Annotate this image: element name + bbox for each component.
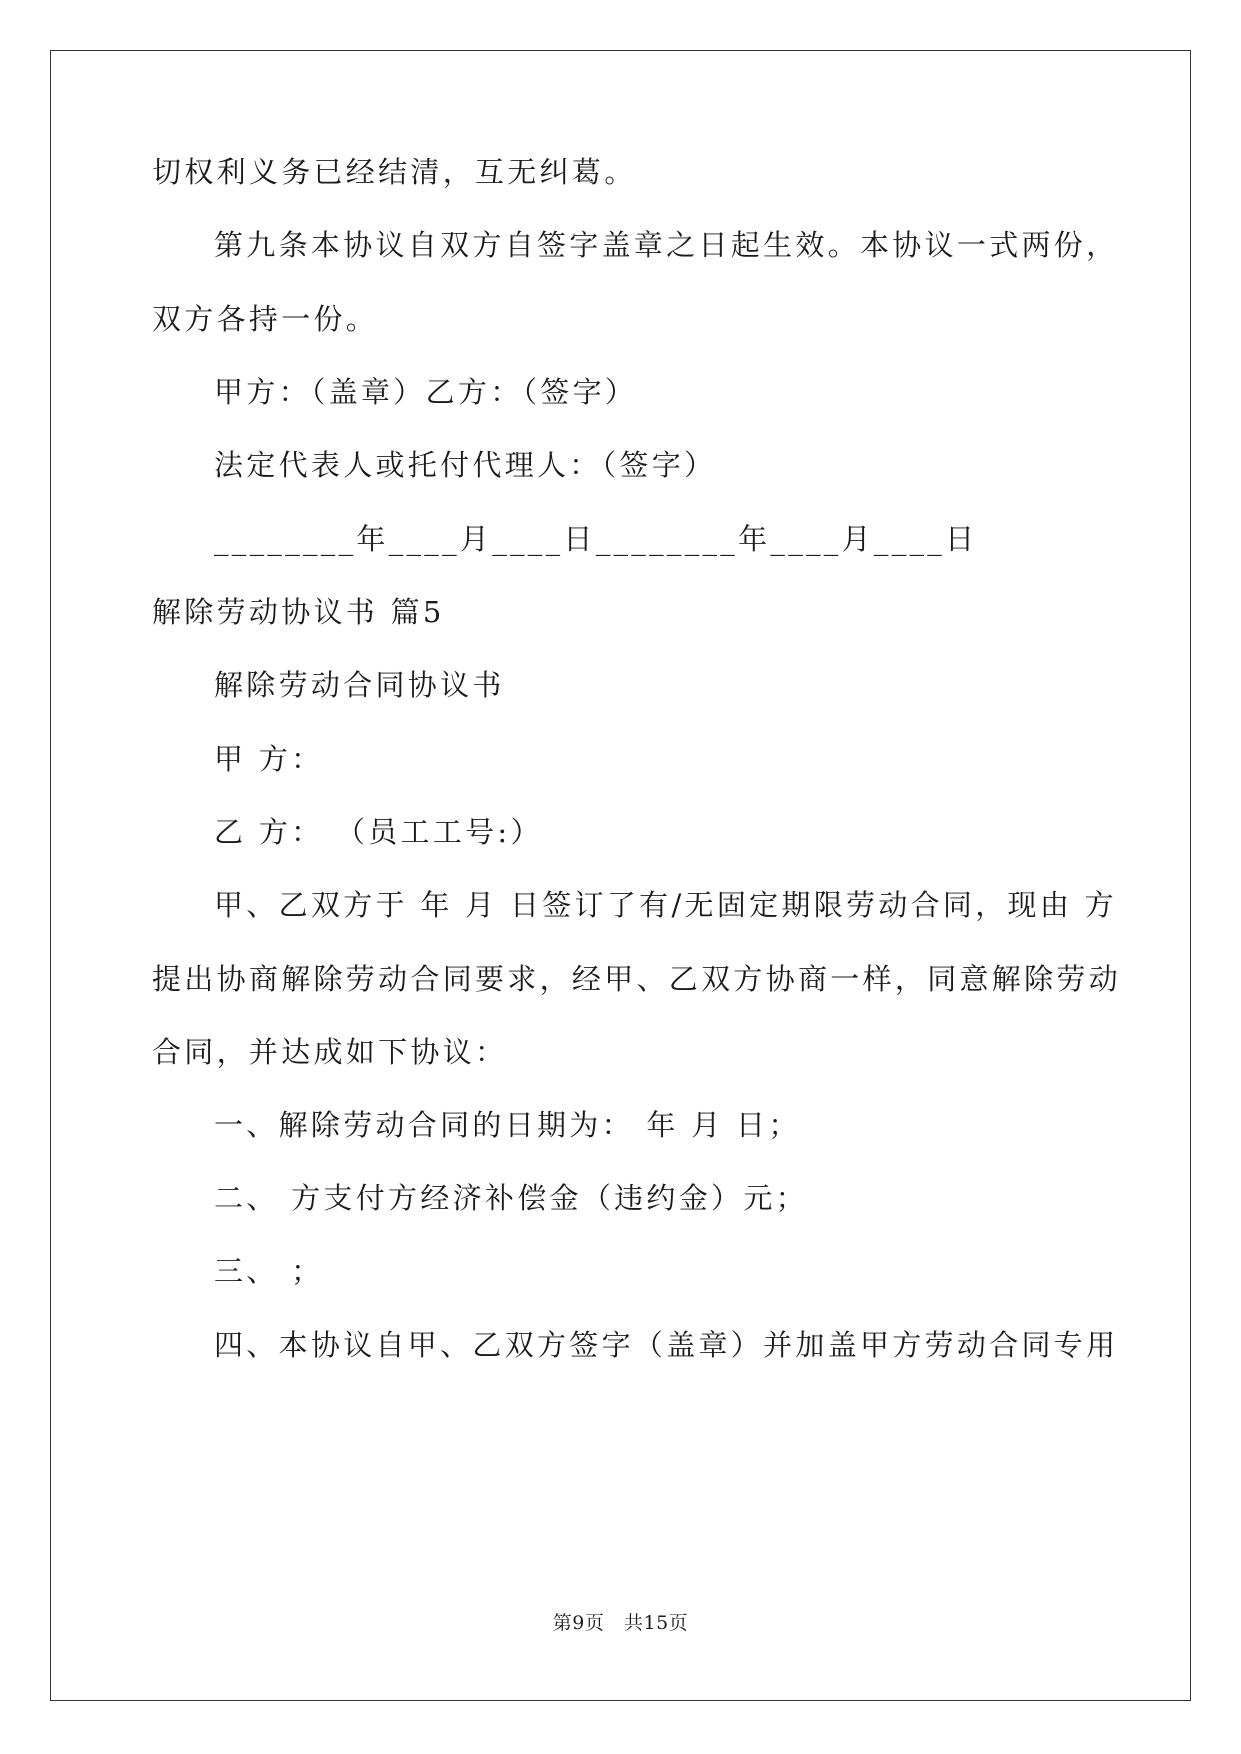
clause-4: 四、本协议自甲、乙双方签字（盖章）并加盖甲方劳动合同专用	[214, 1328, 1119, 1362]
text-line: 切权利义务已经结清，互无纠葛。	[152, 155, 637, 189]
text-line: 合同，并达成如下协议：	[152, 1035, 508, 1069]
clause-2: 二、 方支付方经济补偿金（违约金）元；	[214, 1181, 808, 1215]
party-a-line: 甲 方：	[214, 742, 324, 776]
section-heading: 解除劳动协议书 篇5	[152, 595, 445, 629]
document-title: 解除劳动合同协议书	[214, 668, 505, 702]
page-number-footer: 第9页 共15页	[552, 1612, 689, 1634]
text-line: 第九条本协议自双方自签字盖章之日起生效。本协议一式两份，	[214, 228, 1119, 262]
text-line: 法定代表人或托付代理人：（签字）	[214, 448, 717, 482]
text-line: 双方各持一份。	[152, 302, 379, 336]
clause-1: 一、解除劳动合同的日期为： 年 月 日；	[214, 1108, 801, 1142]
text-line: 提出协商解除劳动合同要求，经甲、乙双方协商一样，同意解除劳动	[152, 962, 1122, 996]
date-signature-line: ________年____月____日________年____月____日	[214, 522, 978, 556]
clause-3: 三、 ；	[214, 1254, 324, 1288]
party-b-line: 乙 方： （员工工号:）	[214, 815, 543, 849]
page-frame	[50, 50, 1191, 1701]
text-line: 甲、乙双方于 年 月 日签订了有/无固定期限劳动合同，现由 方	[214, 888, 1117, 922]
text-line: 甲方：（盖章）乙方：（签字）	[214, 375, 638, 409]
